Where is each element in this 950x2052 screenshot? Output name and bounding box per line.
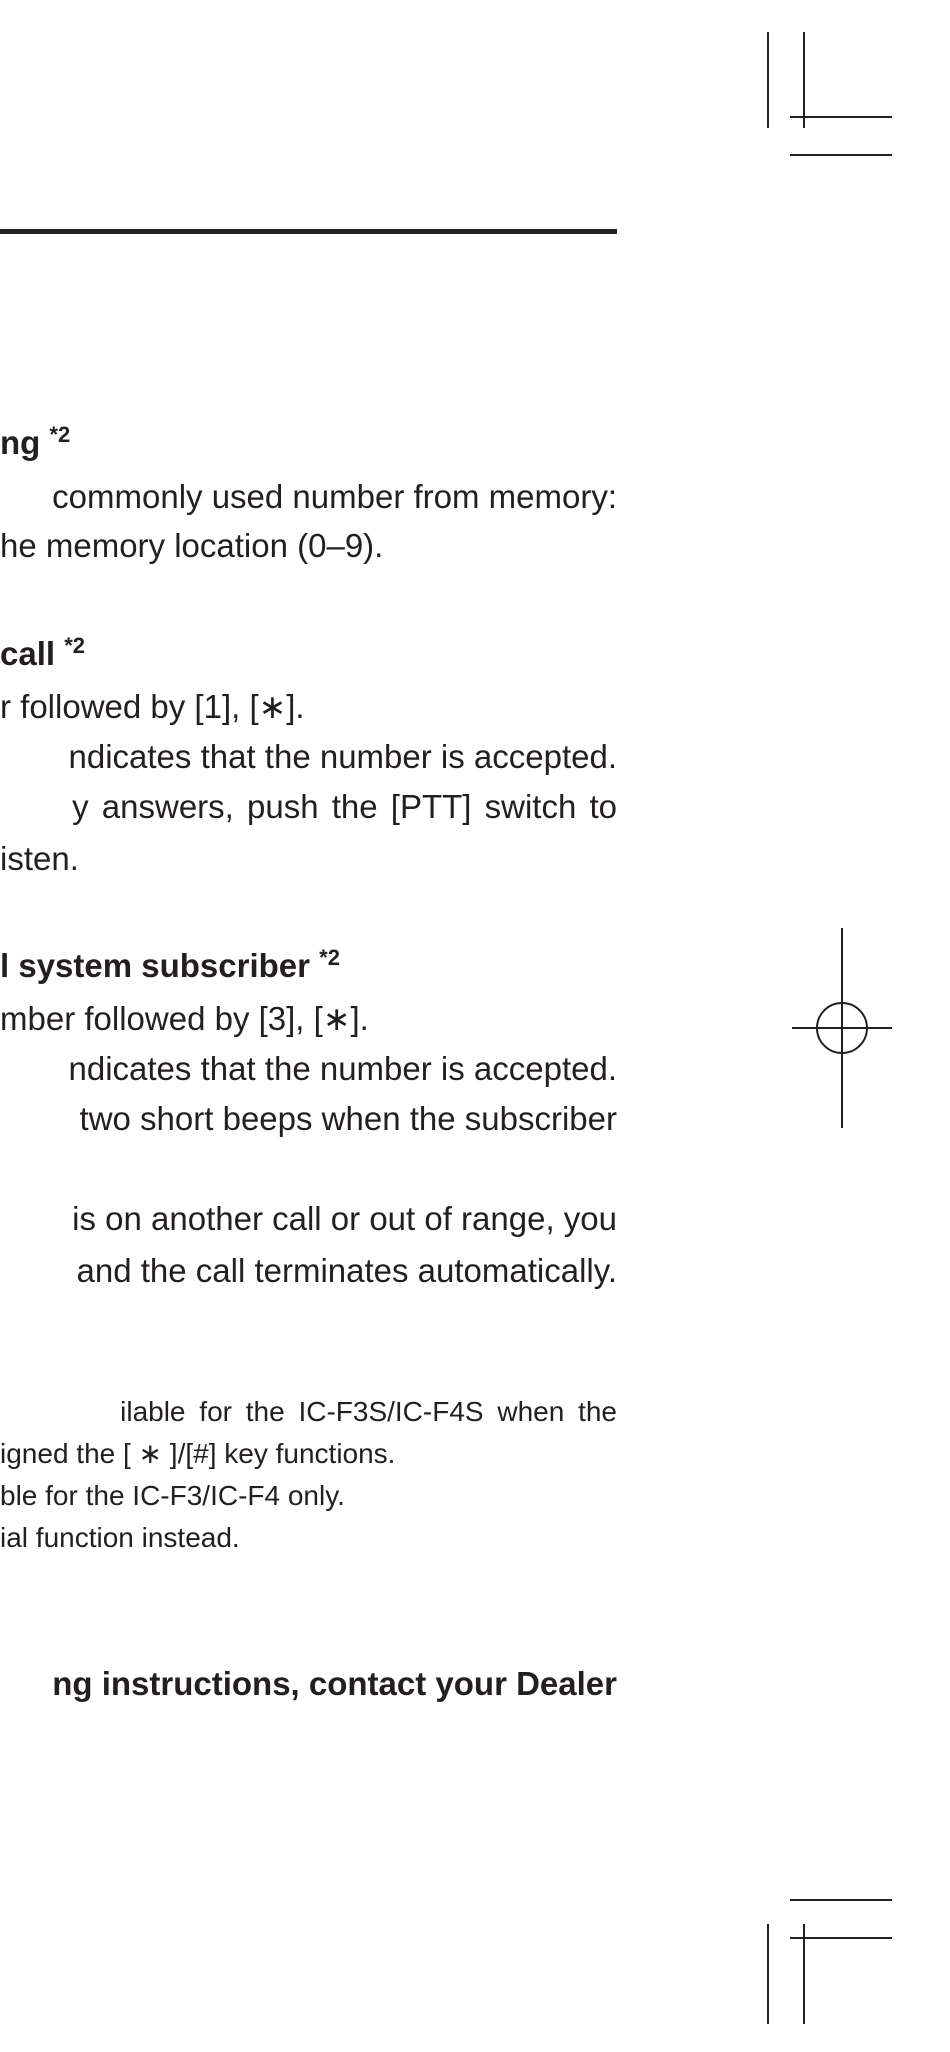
body-line: ndicates that the number is accepted. xyxy=(68,738,617,775)
body-line: ndicates that the number is accepted. xyxy=(68,1050,617,1087)
heading-text: call xyxy=(0,635,56,672)
section-heading-memory-dial xyxy=(0,424,70,462)
body-line: two short beeps when the subscriber xyxy=(79,1100,617,1137)
footnote-ref: *2 xyxy=(64,633,86,658)
body-line: is on another call or out of range, you xyxy=(72,1200,617,1237)
body-line: he memory location (0–9). xyxy=(0,527,384,564)
body-line: y answers, push the [PTT] switch to xyxy=(72,788,617,825)
note-line: igned the [ ∗ ]/[#] key functions. xyxy=(0,1438,396,1469)
heading-text: ng xyxy=(0,424,41,461)
crop-mark xyxy=(790,1937,892,1939)
footer-instruction: ng instructions, contact your Dealer xyxy=(52,1665,617,1702)
note-line: ilable for the IC-F3S/IC-F4S when the xyxy=(120,1396,617,1427)
body-line: isten. xyxy=(0,840,79,877)
note-line: ble for the IC-F3/IC-F4 only. xyxy=(0,1480,345,1511)
crop-mark xyxy=(767,32,769,128)
crop-mark xyxy=(790,154,892,156)
body-line: and the call terminates automatically. xyxy=(76,1252,617,1289)
section-heading-call xyxy=(0,635,85,673)
crop-mark xyxy=(803,1924,805,2024)
footnote-ref: *2 xyxy=(49,422,71,447)
crop-mark xyxy=(790,116,892,118)
body-line: mber followed by [3], [∗]. xyxy=(0,1000,369,1037)
crop-mark xyxy=(790,1899,892,1901)
footnote-ref: *2 xyxy=(319,945,340,970)
section-heading-system-subscriber xyxy=(0,947,340,985)
heading-text: l system subscriber xyxy=(0,947,310,984)
header-rule xyxy=(0,229,617,234)
crop-mark xyxy=(803,32,805,128)
note-line: ial function instead. xyxy=(0,1522,240,1553)
body-line: commonly used number from memory: xyxy=(52,478,617,515)
registration-circle-icon xyxy=(816,1002,868,1054)
crop-mark xyxy=(767,1924,769,2024)
body-line: r followed by [1], [∗]. xyxy=(0,688,305,725)
